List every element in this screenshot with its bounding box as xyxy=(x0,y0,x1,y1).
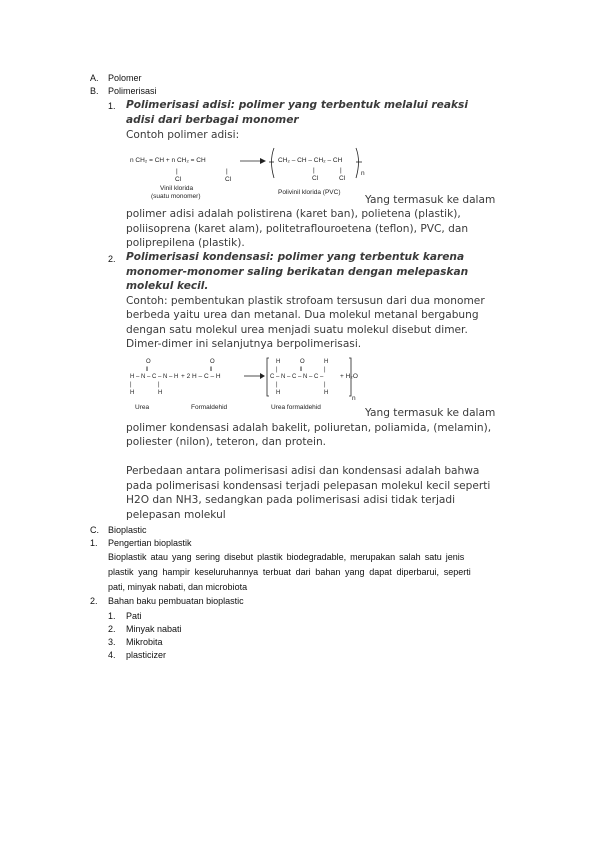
pengertian-marker: 1. xyxy=(90,538,98,548)
outline-item-bioplastic: Bioplastic xyxy=(108,525,147,535)
adisi-product-bond-1: | xyxy=(313,167,315,174)
adisi-reactants: n CH₂ = CH + n CH₂ = CH xyxy=(130,157,206,164)
bahan-item-4: plasticizer xyxy=(126,650,167,660)
kondensasi-body3-line4: pelepasan molekul xyxy=(126,509,226,521)
svg-text:H: H xyxy=(130,390,135,396)
outline-marker-b: B. xyxy=(90,86,99,96)
outline-marker-a: A. xyxy=(90,73,99,83)
reaction-arrow-icon xyxy=(240,157,266,165)
kondensasi-body1-line4: Dimer-dimer ini selanjutnya berpolimerisasi. xyxy=(126,338,362,350)
bahan-item-3: Mikrobita xyxy=(126,637,163,647)
bahan-item-3-num: 3. xyxy=(108,637,116,647)
adisi-sub-right: Cl xyxy=(225,176,232,183)
bahan-item-1-num: 1. xyxy=(108,611,116,621)
monomer-label-line2: (suatu monomer) xyxy=(151,193,201,200)
kondensasi-body1-line3: dengan satu molekul urea menjadi suatu molekul disebut dimer. xyxy=(126,324,468,336)
bahan-item-2-num: 2. xyxy=(108,624,116,634)
polymer-label: Polivinil klorida (PVC) xyxy=(278,189,341,196)
kondensasi-product-n: n xyxy=(352,395,356,402)
svg-text:O: O xyxy=(210,359,215,365)
kondensasi-heading-line3: molekul kecil. xyxy=(126,280,209,292)
kondensasi-body1-line1: Contoh: pembentukan plastik strofoam tersusun dari dua monomer xyxy=(126,295,485,307)
formaldehyde-reagent: + 2 H – C – H xyxy=(181,373,221,380)
adisi-product-sub-1: Cl xyxy=(312,175,319,182)
svg-text:‖: ‖ xyxy=(210,367,213,373)
adisi-bond-2: | xyxy=(226,168,228,175)
svg-text:O: O xyxy=(146,359,151,365)
svg-text:|: | xyxy=(324,367,326,373)
svg-text:H: H xyxy=(276,359,281,365)
kondensasi-heading-line2: monomer-monomer saling berikatan dengan melepaskan xyxy=(126,266,469,278)
kondensasi-body3-line1: Perbedaan antara polimerisasi adisi dan kondensasi adalah bahwa xyxy=(126,465,480,477)
kondensasi-marker: 2. xyxy=(108,254,116,264)
bahan-item-2: Minyak nabati xyxy=(126,624,182,634)
kondensasi-body2-line1: Yang termasuk ke dalam xyxy=(365,407,496,419)
adisi-marker: 1. xyxy=(108,101,116,111)
kondensasi-body2-line2: polimer kondensasi adalah bakelit, poliuretan, poliamida, (melamin), xyxy=(126,422,492,434)
adisi-product-sub-2: Cl xyxy=(339,175,346,182)
adisi-product-bond-2: | xyxy=(340,167,342,174)
svg-text:O: O xyxy=(300,359,305,365)
outline-item-polomer: Polomer xyxy=(108,73,142,83)
kondensasi-heading-line1: Polimerisasi kondensasi: polimer yang terbentuk karena xyxy=(126,251,465,263)
adisi-example-label: Contoh polimer adisi: xyxy=(126,129,240,141)
adisi-product-n: n xyxy=(361,170,365,177)
svg-text:H: H xyxy=(276,390,281,396)
pengertian-line3: pati, minyak nabati, dan microbiota xyxy=(108,582,248,592)
svg-text:|: | xyxy=(276,382,278,388)
bahan-item-4-num: 4. xyxy=(108,650,116,660)
pengertian-line1: Bioplastik atau yang sering disebut plastik biodegradable, merupakan salah satu jenis xyxy=(108,552,465,562)
svg-text:H: H xyxy=(324,390,329,396)
urea-formaldehyde-structure-icon xyxy=(126,356,366,416)
adisi-sub-left: Cl xyxy=(175,176,182,183)
water-product: + H₂O xyxy=(340,373,358,380)
svg-text:|: | xyxy=(158,382,160,388)
outline-marker-c: C. xyxy=(90,525,99,535)
formaldehyde-label: Formaldehid xyxy=(191,404,228,411)
adisi-heading-line1: Polimerisasi adisi: polimer yang terbentuk melalui reaksi xyxy=(126,99,468,111)
adisi-body-line2: polimer adisi adalah polistirena (karet ban), polietena (plastik), xyxy=(126,208,461,220)
adisi-body-line4: poliprepilena (plastik). xyxy=(126,237,245,249)
adisi-body-line1: Yang termasuk ke dalam xyxy=(365,194,496,206)
kondensasi-body2-line3: poliester (nilon), teteron, dan protein. xyxy=(126,436,327,448)
adisi-product: CH₂ – CH – CH₂ – CH xyxy=(278,157,343,164)
kondensasi-body1-line2: berbeda yaitu urea dan metanal. Dua molekul metanal bergabung xyxy=(126,309,479,321)
bahan-item-1: Pati xyxy=(126,611,142,621)
svg-text:|: | xyxy=(276,367,278,373)
kondensasi-body3-line2: pada polimerisasi kondensasi terjadi pelepasan molekul kecil seperti xyxy=(126,480,491,492)
svg-text:|: | xyxy=(324,382,326,388)
bahan-marker: 2. xyxy=(90,596,98,606)
bahan-title: Bahan baku pembuatan bioplastic xyxy=(108,596,244,606)
pengertian-title: Pengertian bioplastik xyxy=(108,538,192,548)
kondensasi-body3-line3: H2O dan NH3, sedangkan pada polimerisasi adisi tidak terjadi xyxy=(126,494,456,506)
svg-text:H: H xyxy=(158,390,163,396)
adisi-bond-1: | xyxy=(176,168,178,175)
adisi-heading-line2: adisi dari berbagai monomer xyxy=(126,114,299,126)
svg-text:|: | xyxy=(130,382,132,388)
monomer-label-line1: Vinil klorida xyxy=(160,185,194,192)
svg-text:‖: ‖ xyxy=(300,367,303,373)
pengertian-line2: plastik yang hampir keseluruhannya terbuat dari bahan yang dapat diperbarui, seperti xyxy=(108,567,471,577)
urea-formaldehyde-label: Urea formaldehid xyxy=(271,404,321,411)
urea-label: Urea xyxy=(135,404,150,411)
svg-text:H: H xyxy=(324,359,329,365)
outline-item-polimerisasi: Polimerisasi xyxy=(108,86,157,96)
adisi-body-line3: poliisoprena (karet alam), politetraflouroetena (teflon), PVC, dan xyxy=(126,223,469,235)
svg-text:C – N – C – N – C –: C – N – C – N – C – xyxy=(270,374,324,380)
svg-text:‖: ‖ xyxy=(146,367,149,373)
svg-text:H – N – C – N – H: H – N – C – N – H xyxy=(130,374,179,380)
